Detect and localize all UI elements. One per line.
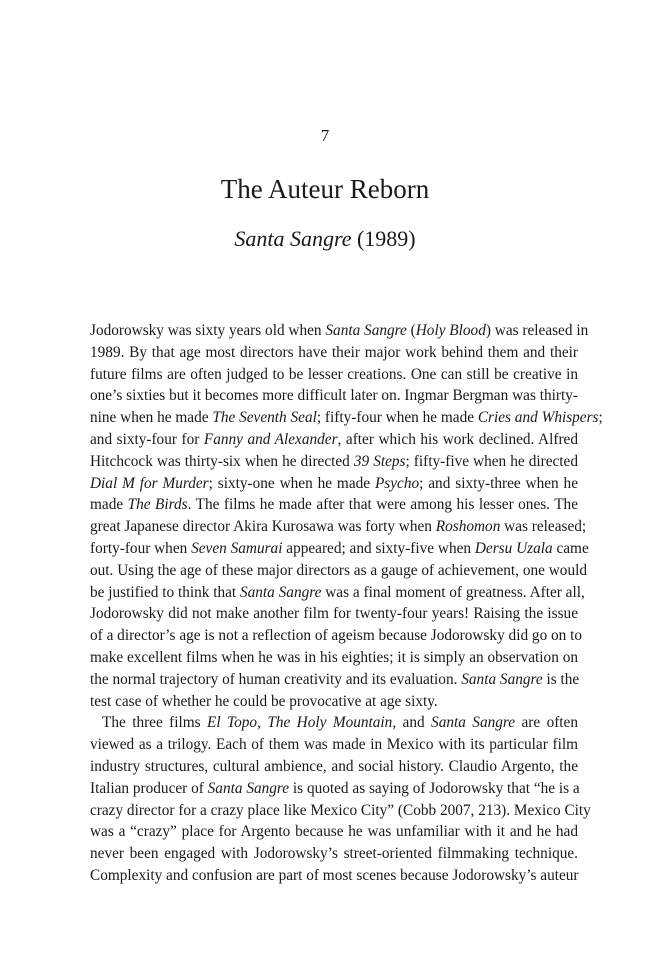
text-run: ; fifty-five when he directed — [405, 452, 578, 470]
text-run: the normal trajectory of human creativity and its evaluation. — [90, 670, 462, 688]
text-line — [90, 800, 591, 822]
text-line — [90, 451, 578, 473]
text-run: 1989. By that age most directors have their major work behind them and their — [90, 343, 578, 361]
text-run: is the — [542, 670, 580, 688]
text-run: , after which his work declined. Alfred — [337, 430, 578, 448]
text-run: forty-four when — [90, 539, 192, 557]
text-run: ; fifty-four when he made — [316, 409, 478, 427]
text-run: appeared; and sixty-five when — [282, 539, 475, 557]
text-line — [90, 712, 578, 734]
italic-title: Dersu Uzala — [474, 539, 553, 557]
text-line — [90, 734, 578, 756]
text-run: be justified to think that — [90, 583, 240, 601]
italic-title: Cries and Whispers — [477, 409, 599, 427]
text-run: never been engaged with Jodorowsky’s street-oriented filmmaking technique. — [90, 845, 578, 863]
italic-title: Santa Sangre — [207, 779, 290, 797]
text-run: industry structures, cultural ambience, and social history. Claudio Argento, the — [90, 757, 578, 775]
text-line — [90, 843, 578, 865]
italic-title: Roshomon — [435, 518, 501, 536]
text-run: are often — [515, 714, 578, 732]
text-run: great Japanese director Akira Kurosawa was forty when — [90, 518, 436, 536]
text-run: one’s sixties but it becomes more difficult later on. Ingmar Bergman was thirty- — [90, 387, 578, 405]
text-run: make excellent films when he was in his eighties; it is simply an observation on — [90, 648, 578, 666]
text-run: ; — [598, 409, 603, 427]
italic-title: 39 Steps — [353, 452, 406, 470]
italic-title: Santa Sangre — [325, 322, 407, 339]
italic-title: Santa Sangre — [239, 583, 322, 601]
text-run: was released; — [500, 518, 587, 536]
text-run: The three films — [102, 714, 208, 732]
italic-title: Fanny and Alexander — [203, 430, 338, 448]
text-run: viewed as a trilogy. Each of them was made in Mexico with its particular film — [90, 736, 578, 754]
text-line — [90, 320, 589, 342]
text-line — [90, 473, 578, 495]
text-run: ( — [406, 322, 416, 339]
text-line — [90, 560, 587, 582]
text-run: ; sixty-one when he made — [208, 474, 375, 492]
text-run: came — [552, 539, 589, 557]
italic-title: Seven Samurai — [191, 539, 283, 557]
text-line — [90, 821, 578, 843]
text-line — [90, 865, 578, 887]
text-line — [90, 494, 578, 516]
text-line — [90, 582, 585, 604]
text-run: nine when he made — [90, 409, 213, 427]
text-line — [90, 385, 578, 407]
italic-title: Santa Sangre — [461, 670, 543, 688]
text-line — [90, 647, 578, 669]
italic-title: El Topo — [207, 714, 258, 732]
text-line — [90, 669, 578, 691]
chapter-number: 7 — [320, 126, 330, 145]
text-line — [90, 342, 578, 364]
paragraph — [90, 320, 603, 712]
chapter-subtitle-film-title: Santa Sangre — [234, 226, 352, 251]
paragraph — [90, 712, 591, 886]
text-run: , — [257, 714, 268, 732]
text-run: Complexity and confusion are part of most scenes because Jodorowsky’s auteur — [90, 866, 579, 884]
text-run: was a final moment of greatness. After all, — [321, 583, 585, 601]
text-run: ; and sixty-three when he — [419, 474, 578, 492]
chapter-subtitle — [0, 226, 650, 252]
chapter-subtitle-year: (1989) — [351, 226, 416, 251]
text-line — [90, 778, 578, 800]
text-run: crazy director for a crazy place like Mexico City” (Cobb 2007, 213). Mexico City — [90, 801, 591, 819]
text-run: , and — [392, 714, 432, 732]
body-text — [90, 320, 603, 887]
italic-title: Holy Blood — [415, 322, 486, 339]
italic-title: The Holy Mountain — [267, 714, 393, 732]
text-run: and sixty-four for — [90, 430, 204, 448]
text-line — [90, 625, 583, 647]
text-line — [90, 364, 578, 386]
italic-title: Dial M for Murder — [90, 474, 209, 492]
text-line — [90, 691, 578, 713]
text-run: out. Using the age of these major directors as a gauge of achievement, one would — [90, 561, 587, 579]
chapter-title: The Auteur Reborn — [220, 174, 430, 204]
text-run: was a “crazy” place for Argento because he was unfamiliar with it and he had — [90, 823, 578, 841]
text-run: future films are often judged to be lesser creations. One can still be creative in — [90, 365, 578, 383]
text-run: of a director’s age is not a reflection of ageism because Jodorowsky did go on to — [90, 627, 583, 645]
text-run: test case of whether he could be provocative at age sixty. — [90, 692, 438, 710]
text-run: is quoted as saying of Jodorowsky that “he is a — [289, 779, 580, 797]
text-run: made — [90, 496, 128, 514]
italic-title: Psycho — [374, 474, 420, 492]
text-run: Jodorowsky was sixty years old when — [90, 322, 326, 339]
text-run: . The films he made after that were among his lesser ones. The — [187, 496, 578, 514]
text-run: ) was released in — [485, 322, 589, 339]
text-line — [90, 429, 578, 451]
italic-title: The Birds — [127, 496, 188, 514]
italic-title: The Seventh Seal — [212, 409, 317, 427]
italic-title: Santa Sangre — [431, 714, 516, 732]
text-line — [90, 516, 587, 538]
text-line — [90, 538, 589, 560]
text-line — [90, 603, 578, 625]
text-line — [90, 407, 603, 429]
text-run: Hitchcock was thirty-six when he directed — [90, 452, 354, 470]
text-line — [90, 756, 578, 778]
text-run: Jodorowsky did not make another film for twenty-four years! Raising the issue — [90, 605, 578, 623]
text-run: Italian producer of — [90, 779, 208, 797]
